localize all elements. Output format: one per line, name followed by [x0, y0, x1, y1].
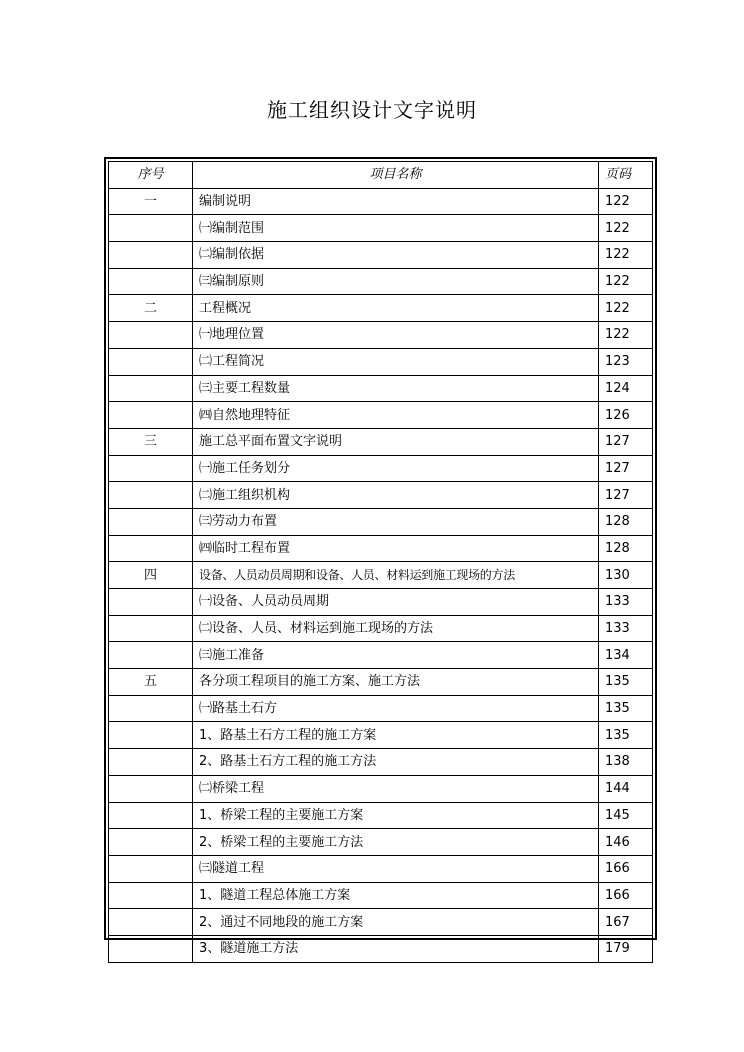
row-number	[109, 268, 193, 295]
row-number	[109, 615, 193, 642]
row-name: 3、隧道施工方法	[193, 935, 599, 962]
row-name: 1、桥梁工程的主要施工方案	[193, 802, 599, 829]
table-row	[109, 268, 653, 295]
row-page: 127	[599, 482, 653, 509]
row-page: 138	[599, 749, 653, 776]
row-number	[109, 642, 193, 669]
row-page: 134	[599, 642, 653, 669]
table-row	[109, 615, 653, 642]
row-page: 122	[599, 188, 653, 215]
row-page: 126	[599, 402, 653, 429]
row-page: 128	[599, 535, 653, 562]
row-name: ㈠地理位置	[193, 322, 599, 349]
row-number	[109, 455, 193, 482]
row-page: 127	[599, 455, 653, 482]
table-row	[109, 428, 653, 455]
row-name: ㈢施工准备	[193, 642, 599, 669]
table-row	[109, 642, 653, 669]
row-page: 135	[599, 722, 653, 749]
table-row	[109, 375, 653, 402]
row-number	[109, 882, 193, 909]
table-row	[109, 829, 653, 856]
row-name: ㈢编制原则	[193, 268, 599, 295]
row-number	[109, 722, 193, 749]
row-number: 四	[109, 562, 193, 589]
row-name: ㈢隧道工程	[193, 855, 599, 882]
row-name: ㈠施工任务划分	[193, 455, 599, 482]
row-name: 2、桥梁工程的主要施工方法	[193, 829, 599, 856]
row-number	[109, 829, 193, 856]
table-row	[109, 402, 653, 429]
row-number	[109, 242, 193, 269]
row-number	[109, 749, 193, 776]
row-page: 144	[599, 775, 653, 802]
table-row	[109, 695, 653, 722]
row-name: ㈡施工组织机构	[193, 482, 599, 509]
row-number: 五	[109, 669, 193, 696]
row-name: ㈡工程简况	[193, 348, 599, 375]
toc-header-row	[109, 162, 653, 189]
row-name: 1、路基土石方工程的施工方案	[193, 722, 599, 749]
row-page: 122	[599, 242, 653, 269]
table-row	[109, 775, 653, 802]
row-page: 166	[599, 882, 653, 909]
row-name: ㈢主要工程数量	[193, 375, 599, 402]
row-name: ㈡设备、人员、材料运到施工现场的方法	[193, 615, 599, 642]
row-number	[109, 482, 193, 509]
row-page: 145	[599, 802, 653, 829]
row-name: ㈠编制范围	[193, 215, 599, 242]
row-name: ㈡桥梁工程	[193, 775, 599, 802]
row-number	[109, 402, 193, 429]
row-number	[109, 322, 193, 349]
table-row	[109, 909, 653, 936]
table-row	[109, 535, 653, 562]
row-name: ㈣临时工程布置	[193, 535, 599, 562]
toc-table	[108, 161, 653, 963]
table-row	[109, 242, 653, 269]
row-number: 二	[109, 295, 193, 322]
table-row	[109, 669, 653, 696]
row-number	[109, 935, 193, 962]
toc-table-frame	[104, 157, 657, 957]
row-page: 133	[599, 615, 653, 642]
row-number	[109, 802, 193, 829]
row-page: 127	[599, 428, 653, 455]
row-name: 2、通过不同地段的施工方案	[193, 909, 599, 936]
row-page: 179	[599, 935, 653, 962]
table-row	[109, 935, 653, 962]
row-name: 设备、人员动员周期和设备、人员、材料运到施工现场的方法	[193, 562, 599, 589]
row-name: 1、隧道工程总体施工方案	[193, 882, 599, 909]
row-number	[109, 909, 193, 936]
row-number	[109, 508, 193, 535]
header-name: 项目名称	[193, 162, 599, 189]
table-row	[109, 589, 653, 616]
toc-body	[109, 188, 653, 962]
row-name: 工程概况	[193, 295, 599, 322]
table-row	[109, 882, 653, 909]
row-name: 施工总平面布置文字说明	[193, 428, 599, 455]
table-row	[109, 188, 653, 215]
row-page: 130	[599, 562, 653, 589]
row-number	[109, 375, 193, 402]
row-name: ㈣自然地理特征	[193, 402, 599, 429]
row-page: 122	[599, 295, 653, 322]
row-number	[109, 855, 193, 882]
row-number	[109, 589, 193, 616]
row-page: 128	[599, 508, 653, 535]
row-name: 编制说明	[193, 188, 599, 215]
table-row	[109, 295, 653, 322]
table-row	[109, 562, 653, 589]
table-row	[109, 722, 653, 749]
row-page: 122	[599, 322, 653, 349]
row-page: 122	[599, 215, 653, 242]
row-name: ㈠设备、人员动员周期	[193, 589, 599, 616]
row-number	[109, 215, 193, 242]
table-row	[109, 802, 653, 829]
row-page: 135	[599, 695, 653, 722]
row-name: ㈢劳动力布置	[193, 508, 599, 535]
table-row	[109, 749, 653, 776]
row-number	[109, 348, 193, 375]
row-page: 124	[599, 375, 653, 402]
row-name: ㈡编制依据	[193, 242, 599, 269]
table-row	[109, 215, 653, 242]
page-title: 施工组织设计文字说明	[267, 98, 477, 122]
row-number: 一	[109, 188, 193, 215]
table-row	[109, 482, 653, 509]
row-number: 三	[109, 428, 193, 455]
row-page: 146	[599, 829, 653, 856]
table-row	[109, 322, 653, 349]
row-page: 122	[599, 268, 653, 295]
row-page: 167	[599, 909, 653, 936]
header-number: 序号	[109, 162, 193, 189]
table-row	[109, 348, 653, 375]
table-row	[109, 508, 653, 535]
row-page: 166	[599, 855, 653, 882]
row-name: 2、路基土石方工程的施工方法	[193, 749, 599, 776]
row-name: 各分项工程项目的施工方案、施工方法	[193, 669, 599, 696]
row-number	[109, 775, 193, 802]
row-number	[109, 535, 193, 562]
table-row	[109, 855, 653, 882]
row-page: 123	[599, 348, 653, 375]
table-row	[109, 455, 653, 482]
row-name: ㈠路基土石方	[193, 695, 599, 722]
row-page: 135	[599, 669, 653, 696]
row-number	[109, 695, 193, 722]
header-page: 页码	[599, 162, 653, 189]
row-page: 133	[599, 589, 653, 616]
